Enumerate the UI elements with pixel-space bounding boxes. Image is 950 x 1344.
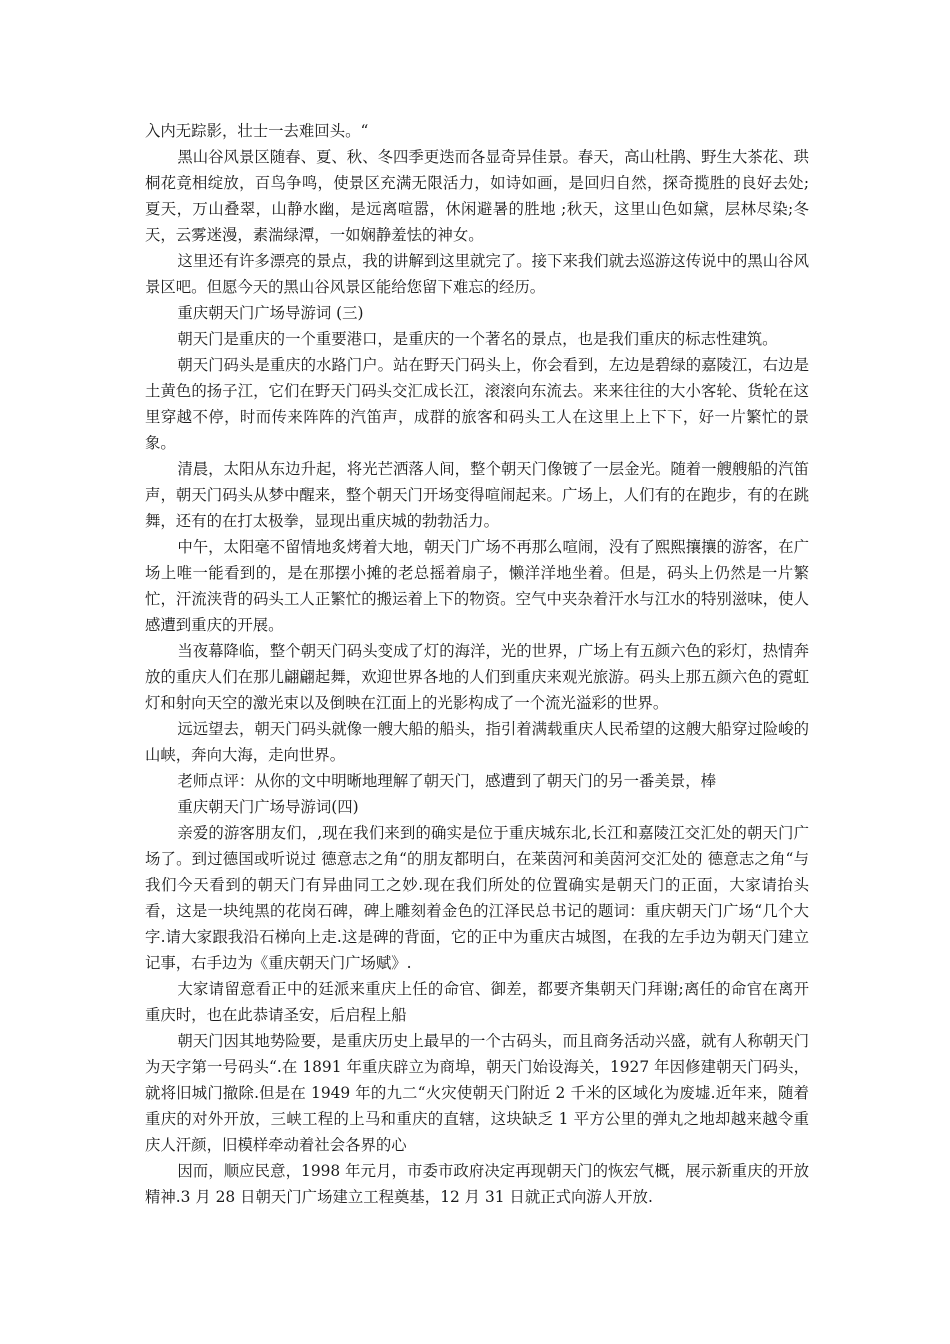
- document-body: [145, 118, 809, 1210]
- paragraph-1998: 因而，顺应民意，1998 年元月，市委市政府决定再现朝天门的恢宏气概，展示新重庆的开放精神.3 月 28 日朝天门广场建立工程奠基，12 月 31 日就正式向游人开放.: [145, 1162, 809, 1206]
- paragraph-noon: 中午，太阳毫不留情地炙烤着大地，朝天门广场不再那么喧闹，没有了熙熙攘攘的游客，在广场上唯一能看到的，是在那摆小摊的老总摇着扇子，懒洋洋地坐着。但是，码头上仍然是一片繁忙，汗流浃背的码头工人正繁忙的搬运着上下的物资。空气中夹杂着汗水与江水的特别滋味，使人感遭到重庆的开展。: [145, 538, 809, 634]
- paragraph-officials: 大家请留意看正中的廷派来重庆上任的命官、御差，都要齐集朝天门拜谢;离任的命官在离开重庆时，也在此恭请圣安，后启程上船: [145, 980, 809, 1024]
- paragraph-night: 当夜幕降临，整个朝天门码头变成了灯的海洋，光的世界，广场上有五颜六色的彩灯，热情奔放的重庆人们在那儿翩翩起舞，欢迎世界各地的人们到重庆来观光旅游。码头上那五颜六色的霓虹灯和射向天空的激光束以及倒映在江面上的光影构成了一个流光溢彩的世界。: [145, 642, 809, 712]
- paragraph-continuation: 入内无踪影，壮士一去难回头。“: [145, 122, 369, 140]
- paragraph-history: 朝天门因其地势险要，是重庆历史上最早的一个古码头，而且商务活动兴盛，就有人称朝天门为天字第一号码头“.在 1891 年重庆辟立为商埠，朝天门始设海关，1927 年因修建朝天门码头，就将旧城门撤除.但是在 1949 年的九二“火灾使朝天门附近 2 千米的区域化为废墟.近年来，随着重庆的对外开放，三峡工程的上马和重庆的直辖，这块缺乏 1 平方公里的弹丸之地却越来越令重庆人汗颜，旧模样牵动着社会各界的心: [145, 1032, 809, 1154]
- paragraph-welcome: 亲爱的游客朋友们，,现在我们来到的确实是位于重庆城东北,长江和嘉陵江交汇处的朝天门广场了。到过德国或听说过 德意志之角“的朋友都明白，在莱茵河和美茵河交汇处的 德意志之角“与我们今天看到的朝天门有异曲同工之妙.现在我们所处的位置确实是朝天门的正面，大家请抬头看，这是一块纯黑的花岗石碑，碑上雕刻着金色的江泽民总书记的题词：重庆朝天门广场“几个大字.请大家跟我沿石梯向上走.这是碑的背面，它的正中为重庆古城图，在我的左手边为朝天门建立记事，右手边为《重庆朝天门广场赋》.: [145, 824, 809, 972]
- section-heading-four: 重庆朝天门广场导游词(四): [177, 798, 359, 816]
- section-heading-three: 重庆朝天门广场导游词 (三): [177, 304, 364, 322]
- paragraph-distance: 远远望去，朝天门码头就像一艘大船的船头，指引着满载重庆人民希望的这艘大船穿过险峻的山峡，奔向大海，走向世界。: [145, 720, 809, 764]
- teacher-comment: 老师点评：从你的文中明晰地理解了朝天门，感遭到了朝天门的另一番美景，棒: [177, 772, 717, 790]
- paragraph-chaotianmen-dock: 朝天门码头是重庆的水路门户。站在野天门码头上，你会看到，左边是碧绿的嘉陵江，右边是土黄色的扬子江，它们在野天门码头交汇成长江，滚滚向东流去。来来往往的大小客轮、货轮在这里穿越不停，时而传来阵阵的汽笛声，成群的旅客和码头工人在这里上上下下，好一片繁忙的景象。: [145, 356, 809, 452]
- paragraph-morning: 清晨，太阳从东边升起，将光芒洒落人间，整个朝天门像镀了一层金光。随着一艘艘船的汽笛声，朝天门码头从梦中醒来，整个朝天门开场变得喧闹起来。广场上，人们有的在跑步，有的在跳舞，还有的在打太极拳，显现出重庆城的勃勃活力。: [145, 460, 809, 530]
- paragraph-chaotianmen-intro: 朝天门是重庆的一个重要港口，是重庆的一个著名的景点，也是我们重庆的标志性建筑。: [177, 330, 778, 348]
- paragraph-heishangu-closing: 这里还有许多漂亮的景点，我的讲解到这里就完了。接下来我们就去巡游这传说中的黑山谷风景区吧。但愿今天的黑山谷风景区能给您留下难忘的经历。: [145, 252, 809, 296]
- paragraph-heishangu-seasons: 黑山谷风景区随春、夏、秋、冬四季更迭而各显奇异佳景。春天，高山杜鹃、野生大茶花、珙桐花竟相绽放，百鸟争鸣，使景区充满无限活力，如诗如画，是回归自然，探奇揽胜的良好去处;夏天，万山叠翠，山静水幽，是远离喧嚣，休闲避暑的胜地 ;秋天，这里山色如黛，层林尽染;冬天，云雾迷漫，素湍绿潭，一如娴静羞怯的神女。: [145, 148, 809, 244]
